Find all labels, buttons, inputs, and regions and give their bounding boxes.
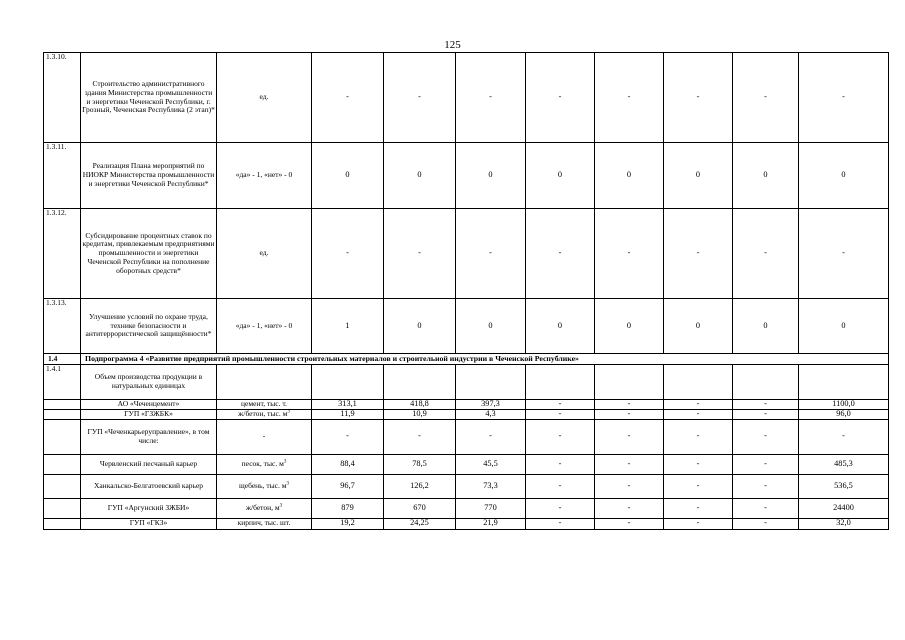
row-value: -	[664, 474, 733, 498]
row-value: -	[799, 53, 889, 143]
row-value: -	[526, 498, 595, 518]
row-index	[44, 454, 81, 474]
row-value: -	[595, 474, 664, 498]
row-value	[312, 365, 384, 400]
row-value	[733, 365, 799, 400]
row-value: 10,9	[384, 409, 456, 419]
subprogram-title: Подпрограмма 4 «Развитие предприятий промышленности строительных материалов и строительной индустрии в Чеченской Республике»	[81, 354, 889, 365]
indicators-table	[43, 52, 889, 530]
row-value: -	[526, 518, 595, 529]
row-value: -	[664, 454, 733, 474]
row-value: -	[664, 409, 733, 419]
row-index	[44, 409, 81, 419]
row-name: Объем производства продукции в натуральных единицах	[81, 365, 217, 400]
subprogram-row	[44, 354, 889, 365]
row-value: -	[526, 53, 595, 143]
row-name: Червленский песчаный карьер	[81, 454, 217, 474]
row-value: -	[733, 209, 799, 299]
row-value: -	[595, 454, 664, 474]
row-value: -	[664, 518, 733, 529]
row-unit: цемент, тыс. т.	[217, 400, 312, 410]
row-value: -	[595, 209, 664, 299]
row-value: -	[312, 419, 384, 454]
row-value: 1100,0	[799, 400, 889, 410]
row-value: 0	[384, 299, 456, 354]
row-value: 73,3	[456, 474, 526, 498]
row-name: Улучшение условий по охране труда, технике безопасности и антитеррористической защищённости*	[81, 299, 217, 354]
row-value: -	[595, 409, 664, 419]
row-name: Строительство административного здания Министерства промышленности и энергетики Чеченской Республики, г. Грозный, Чеченская Республика (2 этап)*	[81, 53, 217, 143]
row-value: 485,3	[799, 454, 889, 474]
row-value: 0	[384, 143, 456, 209]
row-unit: песок, тыс. $м^3$	[217, 454, 312, 474]
row-value: -	[595, 518, 664, 529]
row-value: -	[733, 518, 799, 529]
row-value	[456, 365, 526, 400]
row-value: 670	[384, 498, 456, 518]
row-value: 78,5	[384, 454, 456, 474]
row-value: 0	[312, 143, 384, 209]
table-row	[44, 419, 889, 454]
row-value: 0	[733, 143, 799, 209]
row-unit: -	[217, 419, 312, 454]
row-value	[799, 365, 889, 400]
row-unit: «да» - 1, «нет» - 0	[217, 143, 312, 209]
row-value: -	[733, 498, 799, 518]
row-index	[44, 518, 81, 529]
row-value: 0	[526, 143, 595, 209]
row-value: 770	[456, 498, 526, 518]
row-value: 24400	[799, 498, 889, 518]
row-value: 21,9	[456, 518, 526, 529]
row-value: -	[733, 53, 799, 143]
row-value: 96,7	[312, 474, 384, 498]
row-value: -	[664, 400, 733, 410]
row-name: ГУП «Аргунский ЗЖБИ»	[81, 498, 217, 518]
table-row	[44, 400, 889, 410]
row-value: -	[733, 474, 799, 498]
row-value: 397,3	[456, 400, 526, 410]
row-value: 536,5	[799, 474, 889, 498]
row-value: -	[733, 454, 799, 474]
row-value: -	[384, 419, 456, 454]
row-value	[595, 365, 664, 400]
row-value: -	[799, 419, 889, 454]
table-row	[44, 209, 889, 299]
row-name: Реализация Плана мероприятий по НИОКР Министерства промышленности и энергетики Чеченской Республики*	[81, 143, 217, 209]
row-value: -	[384, 53, 456, 143]
row-value: -	[456, 209, 526, 299]
row-value: -	[456, 53, 526, 143]
row-value	[664, 365, 733, 400]
row-value	[526, 365, 595, 400]
row-value: 0	[526, 299, 595, 354]
row-value: 313,1	[312, 400, 384, 410]
row-value: 4,3	[456, 409, 526, 419]
row-value: -	[595, 498, 664, 518]
table-row	[44, 498, 889, 518]
table-row	[44, 474, 889, 498]
row-value: 126,2	[384, 474, 456, 498]
row-value: -	[312, 53, 384, 143]
row-value: 24,25	[384, 518, 456, 529]
row-value: 0	[733, 299, 799, 354]
row-name: Ханкальско-Белгатоевский карьер	[81, 474, 217, 498]
table-row	[44, 53, 889, 143]
row-value: -	[526, 419, 595, 454]
row-value: 0	[664, 143, 733, 209]
row-value: -	[664, 419, 733, 454]
row-value: -	[664, 209, 733, 299]
row-unit: кирпич, тыс. шт.	[217, 518, 312, 529]
row-index	[44, 419, 81, 454]
row-name: Субсидирование процентных ставок по кредитам, привлекаемым предприятиями промышленности и энергетики Чеченской Республики на пополнение оборотных средств*	[81, 209, 217, 299]
row-value: 88,4	[312, 454, 384, 474]
row-value: -	[526, 474, 595, 498]
row-value: -	[595, 400, 664, 410]
table-row	[44, 365, 889, 400]
row-unit	[217, 365, 312, 400]
row-value: 1	[312, 299, 384, 354]
row-index	[44, 474, 81, 498]
row-name: АО «Чеченцемент»	[81, 400, 217, 410]
row-value: -	[312, 209, 384, 299]
row-value: 0	[799, 143, 889, 209]
row-unit: ед.	[217, 53, 312, 143]
row-value: -	[456, 419, 526, 454]
row-unit: ж/бетон, тыс. $м^3$	[217, 409, 312, 419]
row-index	[44, 400, 81, 410]
row-value: -	[526, 209, 595, 299]
row-value: 879	[312, 498, 384, 518]
row-value: -	[733, 400, 799, 410]
row-index: 1.3.12.	[44, 209, 81, 299]
row-value: -	[733, 409, 799, 419]
row-unit: ед.	[217, 209, 312, 299]
row-name: ГУП «ГЗЖБК»	[81, 409, 217, 419]
row-value: -	[664, 498, 733, 518]
row-value: 0	[799, 299, 889, 354]
row-value: 418,8	[384, 400, 456, 410]
page-number: 125	[444, 39, 461, 51]
row-value: 0	[456, 143, 526, 209]
row-value: 32,0	[799, 518, 889, 529]
row-value: 0	[595, 143, 664, 209]
row-value: -	[526, 400, 595, 410]
row-unit: щебень, тыс. $м^3$	[217, 474, 312, 498]
subprogram-index: 1.4	[44, 354, 81, 365]
table-row	[44, 518, 889, 529]
row-value: -	[595, 419, 664, 454]
table-row	[44, 409, 889, 419]
row-index: 1.3.10.	[44, 53, 81, 143]
row-value: -	[526, 454, 595, 474]
row-index: 1.4.1	[44, 365, 81, 400]
table-row	[44, 454, 889, 474]
row-index: 1.3.13.	[44, 299, 81, 354]
row-value: 11,9	[312, 409, 384, 419]
row-unit: ж/бетон, $м^3$	[217, 498, 312, 518]
row-value: -	[526, 409, 595, 419]
row-value: 0	[456, 299, 526, 354]
table-row	[44, 143, 889, 209]
row-value: -	[799, 209, 889, 299]
row-value: 0	[595, 299, 664, 354]
row-value: -	[384, 209, 456, 299]
row-unit: «да» - 1, «нет» - 0	[217, 299, 312, 354]
table-row	[44, 299, 889, 354]
row-value: 0	[664, 299, 733, 354]
row-value: 19,2	[312, 518, 384, 529]
row-value: 45,5	[456, 454, 526, 474]
row-value: -	[595, 53, 664, 143]
row-index: 1.3.11.	[44, 143, 81, 209]
table-body	[44, 53, 889, 530]
row-value	[384, 365, 456, 400]
row-value: -	[664, 53, 733, 143]
row-value: -	[733, 419, 799, 454]
row-index	[44, 498, 81, 518]
row-name: ГУП «ГКЗ»	[81, 518, 217, 529]
row-name: ГУП «Чеченкарьеруправление», в том числе:	[81, 419, 217, 454]
row-value: 96,0	[799, 409, 889, 419]
